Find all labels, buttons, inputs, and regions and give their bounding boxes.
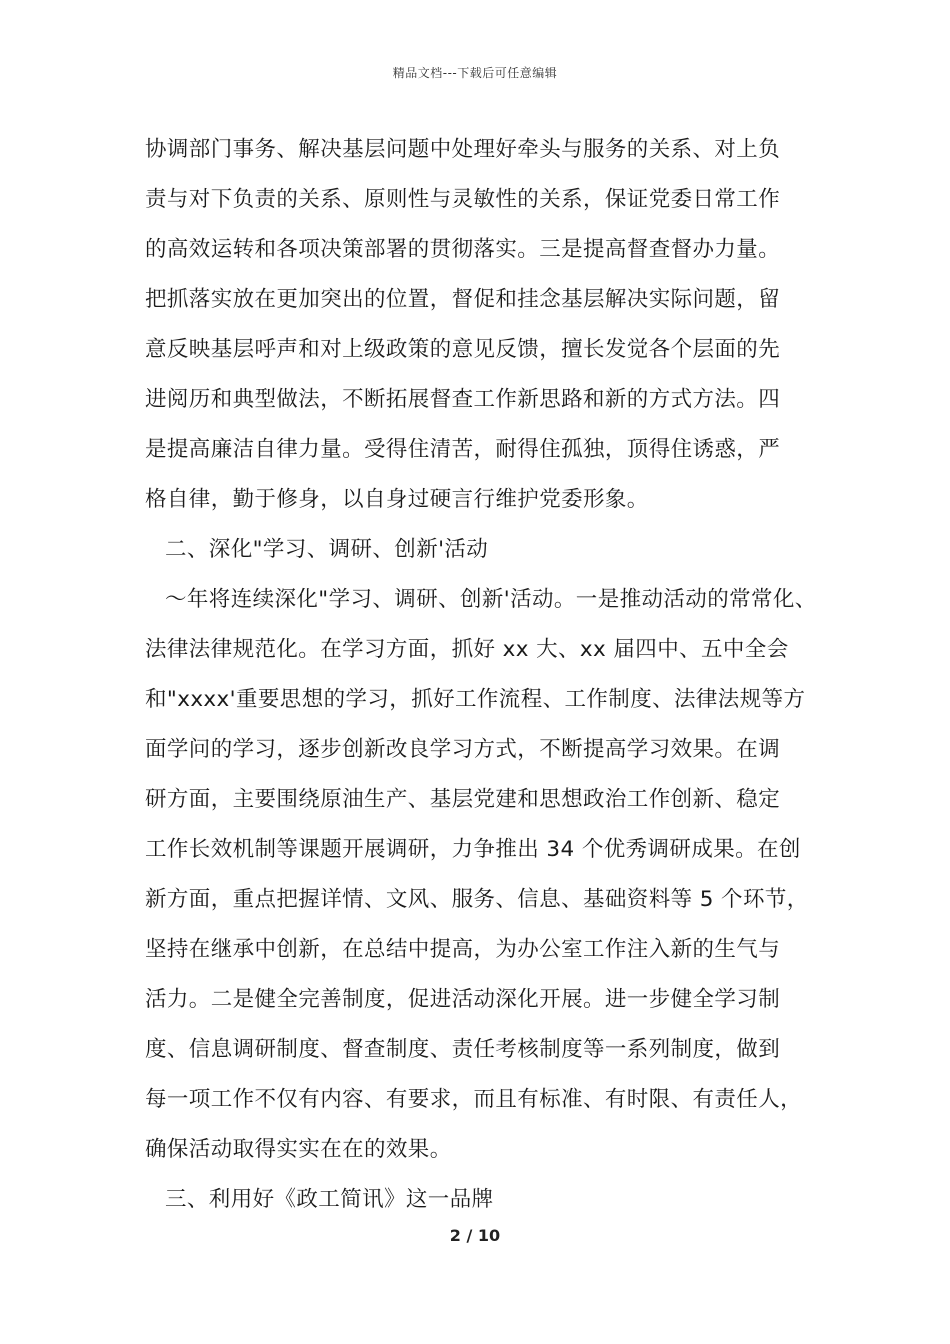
paragraph-line: 的高效运转和各项决策部署的贯彻落实。三是提高督查督办力量。 bbox=[145, 237, 781, 262]
paragraph-line: 新方面，重点把握详情、文风、服务、信息、基础资料等 5 个环节， bbox=[145, 887, 809, 912]
section-heading: 三、利用好《政工简讯》这一品牌 bbox=[165, 1187, 494, 1212]
paragraph-line: ～年将连续深化"学习、调研、创新'活动。一是推动活动的常常化、 bbox=[165, 587, 817, 612]
paragraph-line: 面学问的学习，逐步创新改良学习方式，不断提高学习效果。在调 bbox=[145, 737, 781, 762]
section-heading: 二、深化"学习、调研、创新'活动 bbox=[165, 537, 489, 562]
paragraph-line: 每一项工作不仅有内容、有要求，而且有标准、有时限、有责任人， bbox=[145, 1087, 803, 1112]
page-number: 2 / 10 bbox=[449, 1226, 501, 1245]
paragraph-line: 把抓落实放在更加突出的位置，督促和挂念基层解决实际问题，留 bbox=[145, 287, 781, 312]
document-body bbox=[145, 125, 825, 1225]
paragraph-line: 工作长效机制等课题开展调研，力争推出 34 个优秀调研成果。在创 bbox=[145, 837, 801, 862]
paragraph-line: 是提高廉洁自律力量。受得住清苦，耐得住孤独，顶得住诱惑，严 bbox=[145, 437, 781, 462]
paragraph-line: 进阅历和典型做法，不断拓展督查工作新思路和新的方式方法。四 bbox=[145, 387, 781, 412]
paragraph-line: 格自律，勤于修身，以自身过硬言行维护党委形象。 bbox=[145, 487, 649, 512]
paragraph-line: 活力。二是健全完善制度，促进活动深化开展。进一步健全学习制 bbox=[145, 987, 781, 1012]
paragraph-line: 坚持在继承中创新，在总结中提高，为办公室工作注入新的生气与 bbox=[145, 937, 781, 962]
page-header: 精品文档---下载后可任意编辑 bbox=[392, 66, 558, 80]
paragraph-line: 和"xxxx'重要思想的学习，抓好工作流程、工作制度、法律法规等方 bbox=[145, 687, 806, 712]
paragraph-line: 责与对下负责的关系、原则性与灵敏性的关系，保证党委日常工作 bbox=[145, 187, 781, 212]
paragraph-line: 意反映基层呼声和对上级政策的意见反馈，擅长发觉各个层面的先 bbox=[145, 337, 781, 362]
paragraph-line: 研方面，主要围绕原油生产、基层党建和思想政治工作创新、稳定 bbox=[145, 787, 781, 812]
paragraph-line: 确保活动取得实实在在的效果。 bbox=[145, 1137, 452, 1162]
paragraph-line: 法律法律规范化。在学习方面，抓好 xx 大、xx 届四中、五中全会 bbox=[145, 637, 789, 662]
paragraph-line: 协调部门事务、解决基层问题中处理好牵头与服务的关系、对上负 bbox=[145, 137, 781, 162]
paragraph-line: 度、信息调研制度、督查制度、责任考核制度等一系列制度，做到 bbox=[145, 1037, 781, 1062]
